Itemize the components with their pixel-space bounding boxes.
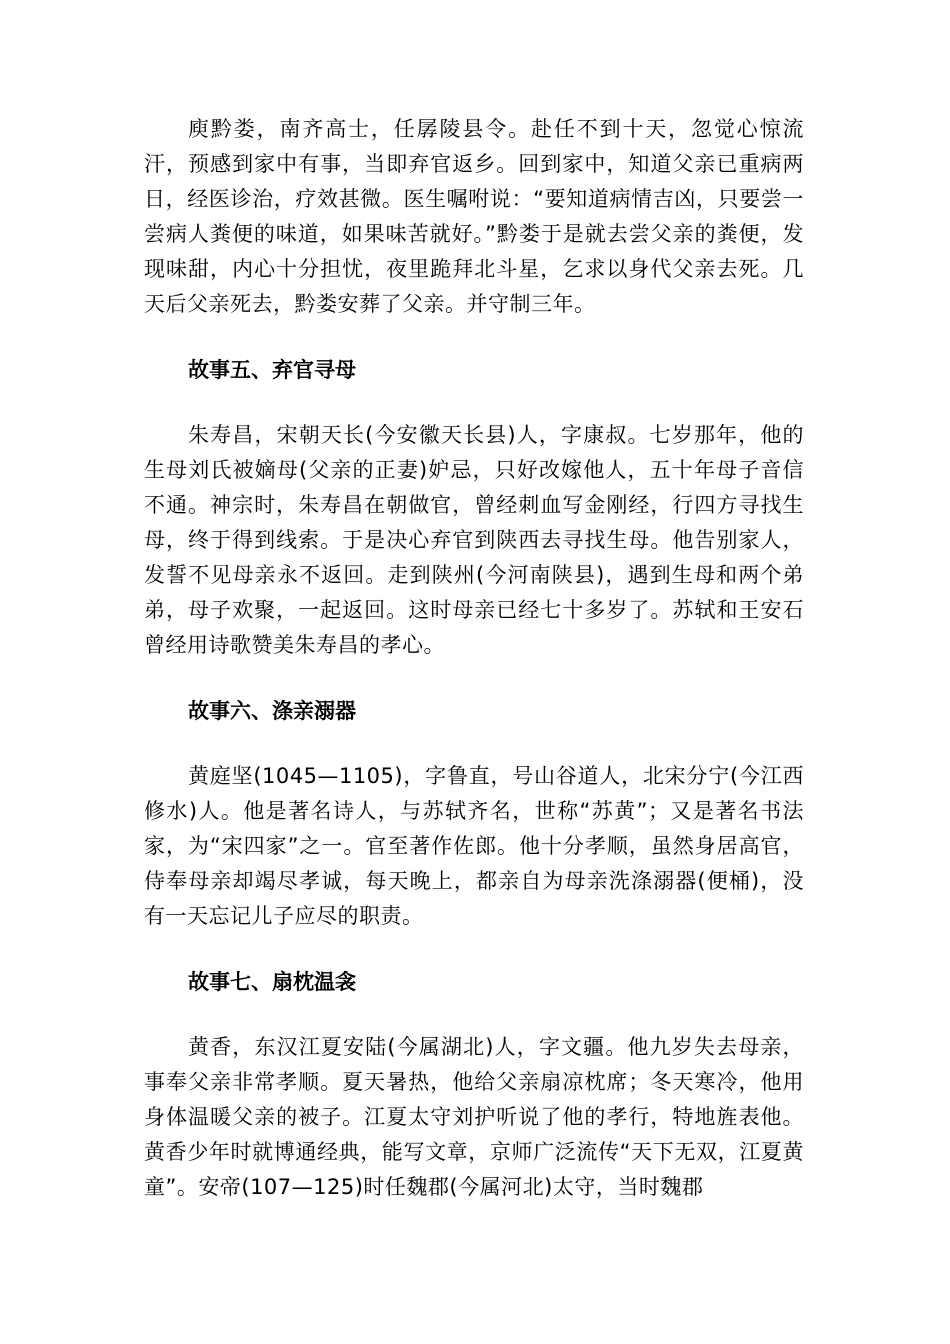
story-seven-paragraph: 黄香，东汉江夏安陆(今属湖北)人，字文疆。他九岁失去母亲，事奉父亲非常孝顺。夏天暑热，他给父亲扇凉枕席；冬天寒冷，他用身体温暖父亲的被子。江夏太守刘护听说了他的孝行，特地旌表他。黄香少年时就博通经典，能写文章，京师广泛流传“天下无双，江夏黄童”。安帝(107—125)时任魏郡(今属河北)太守，当时魏郡 bbox=[144, 1035, 804, 1199]
story-six-paragraph: 黄庭坚(1045—1105)，字鲁直，号山谷道人，北宋分宁(今江西修水)人。他是著名诗人，与苏轼齐名，世称“苏黄”；又是著名书法家，为“宋四家”之一。官至著作佐郎。他十分孝顺，虽然身居高官，侍奉母亲却竭尽孝诚，每天晚上，都亲自为母亲洗涤溺器(便桶)，没有一天忘记儿子应尽的职责。 bbox=[144, 764, 804, 928]
story-paragraph-yu-qianlou: 庾黔娄，南齐高士，任孱陵县令。赴任不到十天，忽觉心惊流汗，预感到家中有事，当即弃官返乡。回到家中，知道父亲已重病两日，经医诊治，疗效甚微。医生嘱咐说：“要知道病情吉凶，只要尝一尝病人粪便的味道，如果味苦就好。”黔娄于是就去尝父亲的粪便，发现味甜，内心十分担忧，夜里跪拜北斗星，乞求以身代父亲去死。几天后父亲死去，黔娄安葬了父亲。并守制三年。 bbox=[144, 117, 804, 316]
story-six-heading: 故事六、涤亲溺器 bbox=[188, 699, 356, 723]
story-five-heading: 故事五、弃官寻母 bbox=[188, 358, 356, 382]
story-five-paragraph: 朱寿昌，宋朝天长(今安徽天长县)人，字康叔。七岁那年，他的生母刘氏被嫡母(父亲的正妻)妒忌，只好改嫁他人，五十年母子音信不通。神宗时，朱寿昌在朝做官，曾经刺血写金刚经，行四方寻找生母，终于得到线索。于是决心弃官到陕西去寻找生母。他告别家人，发誓不见母亲永不返回。走到陕州(今河南陕县)，遇到生母和两个弟弟，母子欢聚，一起返回。这时母亲已经七十多岁了。苏轼和王安石曾经用诗歌赞美朱寿昌的孝心。 bbox=[144, 423, 804, 657]
story-seven-heading: 故事七、扇枕温衾 bbox=[188, 970, 356, 994]
document-page bbox=[144, 112, 804, 1205]
